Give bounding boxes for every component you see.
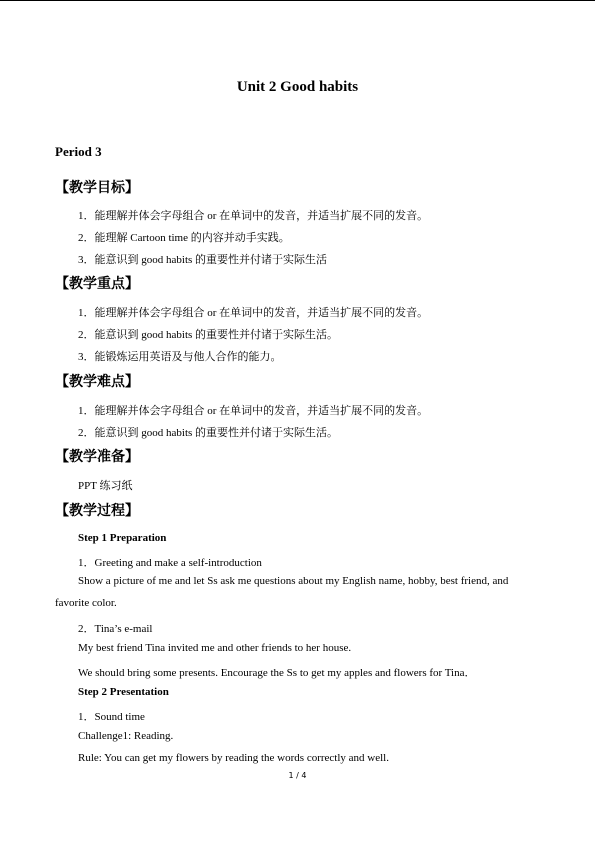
step2-title: Step 2 Presentation	[78, 686, 169, 698]
key-points-item-2: 2．能意识到 good habits 的重要性并付诸于实际生活。	[78, 329, 339, 341]
step2-line-1: 1．Sound time	[78, 711, 145, 723]
preparation-heading: 【教学准备】	[55, 449, 139, 465]
key-points-heading: 【教学重点】	[55, 276, 139, 292]
step1-line-2: 2．Tina’s e-mail	[78, 623, 153, 635]
goals-item-1: 1．能理解并体会字母组合 or 在单词中的发音，并适当扩展不同的发音。	[78, 210, 429, 222]
step2-line-2: Challenge1: Reading.	[78, 730, 174, 742]
difficulties-item-1: 1．能理解并体会字母组合 or 在单词中的发音，并适当扩展不同的发音。	[78, 405, 429, 417]
step1-paragraph: Show a picture of me and let Ss ask me questions about my English name, hobby, best friend, and favorite color.	[55, 575, 509, 609]
top-rule	[0, 0, 595, 1]
step1-line-1: 1．Greeting and make a self-introduction	[78, 557, 262, 569]
key-points-item-3: 3．能锻炼运用英语及与他人合作的能力。	[78, 351, 282, 363]
goals-item-2: 2．能理解 Cartoon time 的内容并动手实践。	[78, 232, 290, 244]
process-heading: 【教学过程】	[55, 503, 139, 519]
step1-line-3: My best friend Tina invited me and other friends to her house.	[78, 642, 352, 654]
step2-line-3: Rule: You can get my flowers by reading the words correctly and well.	[78, 752, 389, 764]
goals-item-3: 3．能意识到 good habits 的重要性并付诸于实际生活	[78, 254, 328, 266]
goals-heading: 【教学目标】	[55, 180, 139, 196]
difficulties-heading: 【教学难点】	[55, 374, 139, 390]
step1-title: Step 1 Preparation	[78, 532, 167, 544]
period-heading: Period 3	[55, 144, 102, 159]
document-title: Unit 2 Good habits	[236, 79, 359, 95]
preparation-text: PPT 练习纸	[78, 480, 133, 492]
key-points-item-1: 1．能理解并体会字母组合 or 在单词中的发音，并适当扩展不同的发音。	[78, 307, 429, 319]
page-number: 1 / 4	[288, 771, 307, 780]
difficulties-item-2: 2．能意识到 good habits 的重要性并付诸于实际生活。	[78, 427, 339, 439]
step1-line-4: We should bring some presents. Encourage the Ss to get my apples and flowers for Tina．	[78, 667, 476, 679]
